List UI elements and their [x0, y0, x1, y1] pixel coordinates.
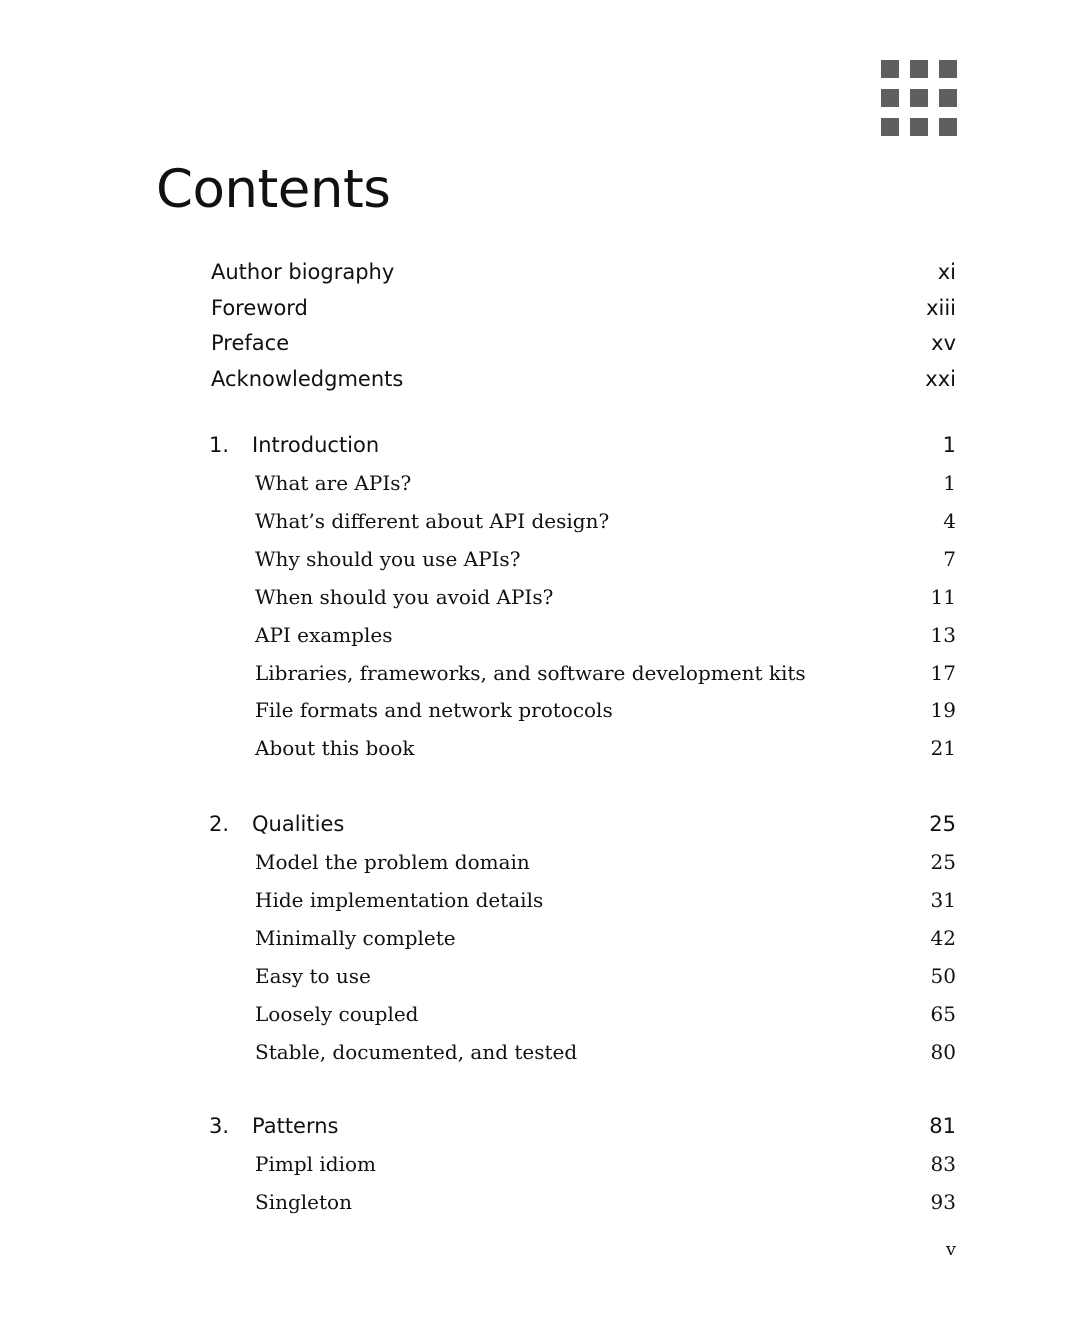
entry-label: Stable, documented, and tested: [255, 1040, 578, 1064]
entry-page-number: 19: [930, 698, 956, 722]
logo-square: [881, 89, 899, 107]
entry-label: What’s different about API design?: [255, 509, 610, 533]
front-matter-entry[interactable]: [0, 293, 1080, 323]
entry-page-number: 17: [930, 661, 956, 685]
chapter-number: 2.: [209, 812, 230, 836]
entry-label: Acknowledgments: [211, 367, 404, 391]
entry-page-number: xv: [931, 331, 956, 355]
chapter-number: 1.: [209, 433, 230, 457]
entry-page-number: 42: [930, 926, 956, 950]
section-entry[interactable]: [0, 1037, 1080, 1067]
entry-page-number: 1: [942, 433, 956, 457]
entry-page-number: 21: [930, 736, 956, 760]
entry-label: What are APIs?: [255, 471, 412, 495]
section-entry[interactable]: [0, 582, 1080, 612]
entry-page-number: 25: [929, 812, 956, 836]
chapter-title: Patterns: [252, 1114, 339, 1138]
chapter-title: Qualities: [252, 812, 345, 836]
entry-page-number: 4: [943, 509, 956, 533]
entry-label: Loosely coupled: [255, 1002, 419, 1026]
section-entry[interactable]: [0, 695, 1080, 725]
section-entry[interactable]: [0, 999, 1080, 1029]
entry-label: Foreword: [211, 296, 308, 320]
chapter-entry[interactable]: [0, 1111, 1080, 1141]
section-entry[interactable]: [0, 506, 1080, 536]
logo-square: [881, 118, 899, 136]
entry-label: API examples: [255, 623, 393, 647]
front-matter-entry[interactable]: [0, 328, 1080, 358]
section-entry[interactable]: [0, 468, 1080, 498]
entry-label: Model the problem domain: [255, 850, 530, 874]
chapter-title: Introduction: [252, 433, 380, 457]
entry-label: Singleton: [255, 1190, 352, 1214]
entry-page-number: 65: [930, 1002, 956, 1026]
logo-square: [910, 89, 928, 107]
section-entry[interactable]: [0, 544, 1080, 574]
section-entry[interactable]: [0, 847, 1080, 877]
entry-label: File formats and network protocols: [255, 698, 613, 722]
entry-label: Why should you use APIs?: [255, 547, 521, 571]
chapter-entry[interactable]: [0, 809, 1080, 839]
front-matter-entry[interactable]: [0, 364, 1080, 394]
section-entry[interactable]: [0, 1149, 1080, 1179]
entry-page-number: 25: [930, 850, 956, 874]
entry-label: Minimally complete: [255, 926, 456, 950]
entry-page-number: 13: [930, 623, 956, 647]
entry-page-number: 31: [930, 888, 956, 912]
chapter-number: 3.: [209, 1114, 230, 1138]
section-entry[interactable]: [0, 923, 1080, 953]
logo-square: [939, 60, 957, 78]
page-number: v: [945, 1239, 956, 1260]
entry-page-number: 1: [943, 471, 956, 495]
section-entry[interactable]: [0, 961, 1080, 991]
entry-label: Hide implementation details: [255, 888, 544, 912]
entry-label: About this book: [255, 736, 415, 760]
front-matter-entry[interactable]: [0, 257, 1080, 287]
page-title: Contents: [156, 159, 391, 220]
entry-page-number: 80: [930, 1040, 956, 1064]
entry-page-number: 83: [930, 1152, 956, 1176]
entry-page-number: 93: [930, 1190, 956, 1214]
section-entry[interactable]: [0, 658, 1080, 688]
entry-page-number: xi: [937, 260, 956, 284]
entry-label: Libraries, frameworks, and software development kits: [255, 661, 806, 685]
entry-label: Easy to use: [255, 964, 371, 988]
logo-square: [939, 89, 957, 107]
entry-label: Pimpl idiom: [255, 1152, 376, 1176]
entry-page-number: 50: [930, 964, 956, 988]
entry-label: Preface: [211, 331, 290, 355]
section-entry[interactable]: [0, 733, 1080, 763]
entry-page-number: 7: [943, 547, 956, 571]
logo-square: [910, 118, 928, 136]
chapter-entry[interactable]: [0, 430, 1080, 460]
entry-page-number: 11: [930, 585, 956, 609]
section-entry[interactable]: [0, 1187, 1080, 1217]
entry-page-number: 81: [929, 1114, 956, 1138]
entry-label: When should you avoid APIs?: [255, 585, 554, 609]
section-entry[interactable]: [0, 885, 1080, 915]
entry-page-number: xxi: [925, 367, 956, 391]
logo-square: [910, 60, 928, 78]
logo-square: [881, 60, 899, 78]
logo-grid-icon: [881, 60, 957, 136]
entry-label: Author biography: [211, 260, 395, 284]
entry-page-number: xiii: [926, 296, 956, 320]
logo-square: [939, 118, 957, 136]
section-entry[interactable]: [0, 620, 1080, 650]
